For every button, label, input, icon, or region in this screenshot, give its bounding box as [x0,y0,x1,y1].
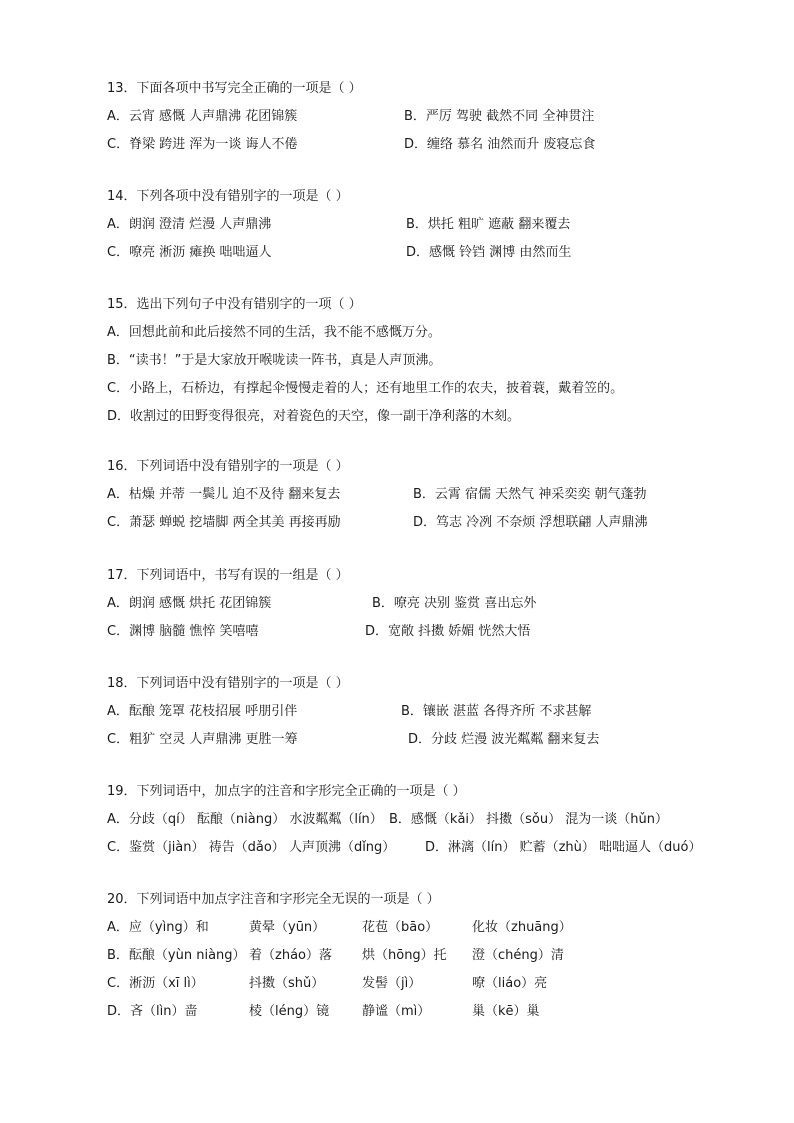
option-a-word-3: 花苞（bāo） [362,920,439,935]
option-d-word-1: D．吝（lìn）啬 [107,1004,198,1019]
option-a: A．朗润 感慨 烘托 花团锦簇 [107,596,272,611]
options-row [107,834,757,862]
option-c: C．脊梁 跨进 浑为一谈 诲人不倦 [107,137,298,152]
option-a: A．云宵 感慨 人声鼎沸 花团锦簇 [107,109,298,124]
option-d-word-4: 巢（kē）巢 [472,1004,540,1019]
option-d: D．淋漓（lín） 贮蓄（zhù） 咄咄逼人（duó） [425,840,702,855]
option-c: C．萧瑟 蝉蜕 挖墙脚 两全其美 再接再励 [107,515,341,530]
options-row [107,509,757,537]
option-c-word-3: 发髻（jì） [362,976,422,991]
question-19 [107,778,757,862]
option-b: B．“读书！”于是大家放开喉咙读一阵书，真是人声顶沸。 [107,353,442,368]
option-d: D．感慨 铃铛 渊博 由然而生 [406,245,572,260]
question-15 [107,291,757,431]
question-20 [107,886,757,1026]
question-stem: 20．下列词语中加点字注音和字形完全无误的一项是（ ） [107,892,440,907]
option-c-word-1: C．淅沥（xī lì） [107,976,204,991]
question-stem: 17．下列词语中，书写有误的一组是（ ） [107,568,349,583]
question-14 [107,183,757,267]
option-b-row [107,942,757,970]
question-stem: 19．下列词语中，加点字的注音和字形完全正确的一项是（ ） [107,784,466,799]
option-d: D．收割过的田野变得很亮，对着瓷色的天空，像一副干净利落的木刻。 [107,409,521,424]
option-c: C．鉴赏（jiàn） 祷告（dǎo） 人声顶沸（dǐng） [107,840,396,855]
option-b: B．云霄 宿儒 天然气 神采奕奕 朝气蓬勃 [413,487,647,502]
options-row [107,239,757,267]
question-17 [107,562,757,646]
options-row [107,211,757,239]
option-b-word-1: B．酝酿（yùn niàng） [107,948,246,963]
option-b: B．严厉 驾驶 截然不同 全神贯注 [404,109,595,124]
question-stem: 18．下列词语中没有错别字的一项是（ ） [107,676,349,691]
options-row [107,103,757,131]
option-b-word-2: 着（zháo）落 [249,948,332,963]
question-stem: 14．下列各项中没有错别字的一项是（ ） [107,189,349,204]
option-a: A．朗润 澄清 烂漫 人声鼎沸 [107,217,272,232]
option-a-row [107,914,757,942]
option-c: C．嘹亮 淅沥 瘫换 咄咄逼人 [107,245,272,260]
option-d: D．缠络 慕名 油然而升 废寝忘食 [404,137,596,152]
option-a: A．酝酿 笼罩 花枝招展 呼朋引伴 [107,704,298,719]
option-d-word-3: 静谧（mì） [362,1004,431,1019]
option-b: B．感慨（kǎi） 抖擞（sǒu） 混为一谈（hǔn） [389,812,668,827]
option-a-word-4: 化妆（zhuāng） [472,920,572,935]
option-a: A．分歧（qí） 酝酿（niàng） 水波粼粼（lín） [107,812,383,827]
question-16 [107,453,757,537]
option-c: C．小路上，石桥边，有撑起伞慢慢走着的人；还有地里工作的农夫，披着蓑，戴着笠的。 [107,381,624,396]
options-row [107,726,757,754]
option-c-row [107,970,757,998]
option-a-word-2: 黄晕（yūn） [249,920,326,935]
option-d-row [107,998,757,1026]
option-c: C．粗犷 空灵 人声鼎沸 更胜一筹 [107,732,298,747]
option-c-word-2: 抖擞（shǔ） [249,976,325,991]
question-18 [107,670,757,754]
options-row [107,806,757,834]
question-stem: 15．选出下列句子中没有错别字的一项（ ） [107,297,362,312]
option-b: B．烘托 粗旷 遮蔽 翻来覆去 [406,217,571,232]
option-c: C．渊博 脑髓 憔悴 笑嘻嘻 [107,624,259,639]
option-d: D．宽敞 抖擞 娇媚 恍然大悟 [365,624,531,639]
option-a: A．回想此前和此后接然不同的生活，我不能不感慨万分。 [107,325,441,340]
options-row [107,131,757,159]
option-d: D．笃志 冷冽 不奈烦 浮想联翩 人声鼎沸 [413,515,648,530]
option-a-word-1: A．应（yìng）和 [107,920,209,935]
options-row [107,618,757,646]
options-row [107,698,757,726]
question-stem: 16．下列词语中没有错别字的一项是（ ） [107,459,349,474]
option-b-word-4: 澄（chéng）清 [472,948,564,963]
option-b-word-3: 烘（hōng）托 [362,948,447,963]
options-row [107,481,757,509]
option-c-word-4: 嘹（liáo）亮 [472,976,548,991]
question-13 [107,75,757,159]
option-d: D．分歧 烂漫 波光粼粼 翻来复去 [408,732,600,747]
option-b: B．镶嵌 湛蓝 各得齐所 不求甚解 [401,704,592,719]
option-a: A．枯燥 并蒂 一鬓儿 迫不及待 翻来复去 [107,487,341,502]
options-row [107,590,757,618]
question-stem: 13．下面各项中书写完全正确的一项是（ ） [107,81,362,96]
option-d-word-2: 棱（léng）镜 [249,1004,330,1019]
option-b: B．嘹亮 决别 鉴赏 喜出忘外 [372,596,537,611]
